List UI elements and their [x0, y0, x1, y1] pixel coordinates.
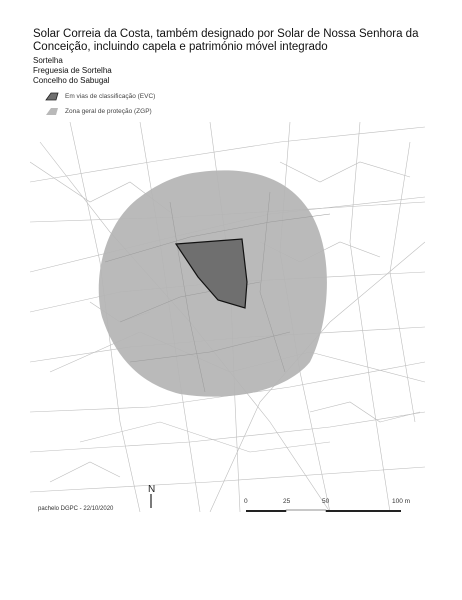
map-canvas[interactable] — [30, 122, 425, 512]
scale-label-25: 25 — [283, 498, 291, 505]
legend-swatch-evc — [45, 92, 59, 101]
legend-item-zgp — [45, 107, 152, 116]
legend-swatch-zgp — [45, 107, 59, 116]
scale-label-100: 100 m — [392, 498, 411, 505]
scale-label-50: 50 — [322, 498, 330, 505]
north-label: N — [148, 484, 156, 495]
place-name: Sortelha — [33, 56, 63, 65]
parish-name: Freguesia de Sortelha — [33, 66, 112, 75]
map-title: Solar Correia da Costa, também designado por Solar de Nossa Senhora da Conceição, incluindo capela e património móvel integrado — [33, 28, 419, 53]
scale-label-0: 0 — [244, 498, 248, 505]
municipality-name: Concelho do Sabugal — [33, 76, 110, 85]
scale-bar — [246, 510, 401, 512]
legend-label-zgp: Zona geral de proteção (ZGP) — [65, 108, 152, 115]
north-arrow — [148, 484, 155, 508]
map-credit: pachelo DGPC - 22/10/2020 — [38, 506, 114, 512]
legend-item-evc — [45, 92, 155, 101]
legend-label-evc: Em vias de classificação (EVC) — [65, 93, 156, 100]
